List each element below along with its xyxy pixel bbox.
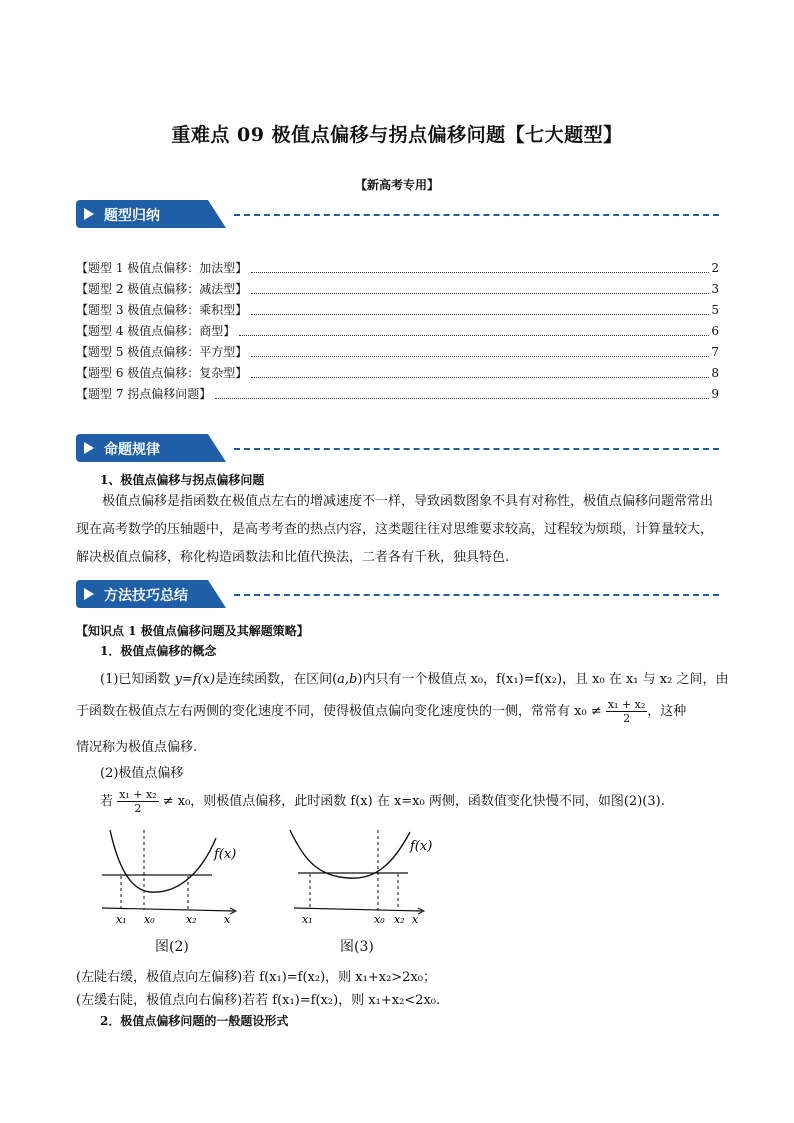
left-fast-line: (左陡右缓，极值点向左偏移)若 f(x₁)=f(x₂)，则 x₁+x₂>2x₀； [76,970,436,985]
figure-3-graph [288,826,448,930]
figure-2-caption: 图(2) [155,939,189,955]
page-subtitle: 【新高考专用】 [354,178,439,192]
fraction: $\frac{\text{x₁ + x₂}}{2}$ [119,788,157,815]
figure-3-caption: 图(3) [340,939,374,955]
x1-label: x₁ [302,913,313,926]
banner-rules [76,434,719,462]
banner-label: 命题规律 [104,442,160,458]
function-label: f(x) [214,847,237,862]
banner-label: 题型归纳 [104,208,160,224]
banner-types [76,200,719,228]
x0-label: x₀ [144,913,155,926]
offset-line: 若 $\frac{\text{x₁ + x₂}}{2}$ ≠ x₀，则极值点偏移，此时函数 f(x) 在 x=x₀ 两侧，函数值变化快慢不同，如图(2)(3). [100,788,665,815]
x0-label: x₀ [374,913,385,926]
subsection-heading: (2)极值点偏移 [100,766,184,781]
table-of-contents [76,258,719,405]
section-heading: 2．极值点偏移问题的一般题设形式 [100,1014,289,1028]
rules-heading: 1、极值点偏移与拐点偏移问题 [100,473,265,487]
x2-label: x₂ [186,913,197,926]
toc-item[interactable]: 【题型 3 极值点偏移：乘积型】 5 [76,300,719,321]
toc-item[interactable]: 【题型 5 极值点偏移：平方型】 7 [76,342,719,363]
toc-item[interactable]: 【题型 2 极值点偏移：减法型】 3 [76,279,719,300]
play-arrow-icon [84,208,94,220]
toc-item[interactable]: 【题型 6 极值点偏移：复杂型】 8 [76,363,719,384]
banner-label: 方法技巧总结 [104,588,188,604]
section-heading: 1．极值点偏移的概念 [100,644,217,658]
concept-line-1: (1)已知函数 y=f(x)是连续函数，在区间(a,b)内只有一个极值点 x₀，f(x₁)=f(x₂)，且 x₀ 在 x₁ 与 x₂ 之间，由 [100,672,729,687]
concept-line-3: 情况称为极值点偏移. [76,740,198,755]
play-arrow-icon [84,442,94,454]
x-axis-label: x [412,913,419,926]
concept-line-2: 于函数在极值点左右两侧的变化速度不同，使得极值点偏向变化速度快的一侧，常常有 x₀ ≠ $\frac{\text{x₁ + x₂}}{2}$ ，这种 [76,698,687,725]
right-fast-line: (左缓右陡，极值点向右偏移)若若 f(x₁)=f(x₂)，则 x₁+x₂<2x₀. [76,993,441,1008]
toc-item[interactable]: 【题型 1 极值点偏移：加法型】 2 [76,258,719,279]
toc-item[interactable]: 【题型 4 极值点偏移：商型】 6 [76,321,719,342]
figure-2-graph [96,826,246,930]
rules-body: 极值点偏移是指函数在极值点左右的增减速度不一样，导致函数图象不具有对称性，极值点偏移问题常常出现在高考数学的压轴题中，是高考考查的热点内容，这类题往往对思维要求较高，过程较为烦琐，计算量较大，解决极值点偏移，称化构造函数法和比值代换法，二者各有千秋，独具特色. [76,494,714,565]
x1-label: x₁ [116,913,127,926]
play-arrow-icon [84,588,94,600]
knowledge-label: 【知识点 1 极值点偏移问题及其解题策略】 [76,624,309,638]
function-label: f(x) [410,839,433,854]
fraction: $\frac{\text{x₁ + x₂}}{2}$ [607,698,646,725]
page-title: 重难点 09 极值点偏移与拐点偏移问题【七大题型】 [171,124,623,146]
toc-item[interactable]: 【题型 7 拐点偏移问题】 9 [76,384,719,405]
banner-methods [76,580,719,608]
x-axis-label: x [224,913,231,926]
x2-label: x₂ [394,913,405,926]
